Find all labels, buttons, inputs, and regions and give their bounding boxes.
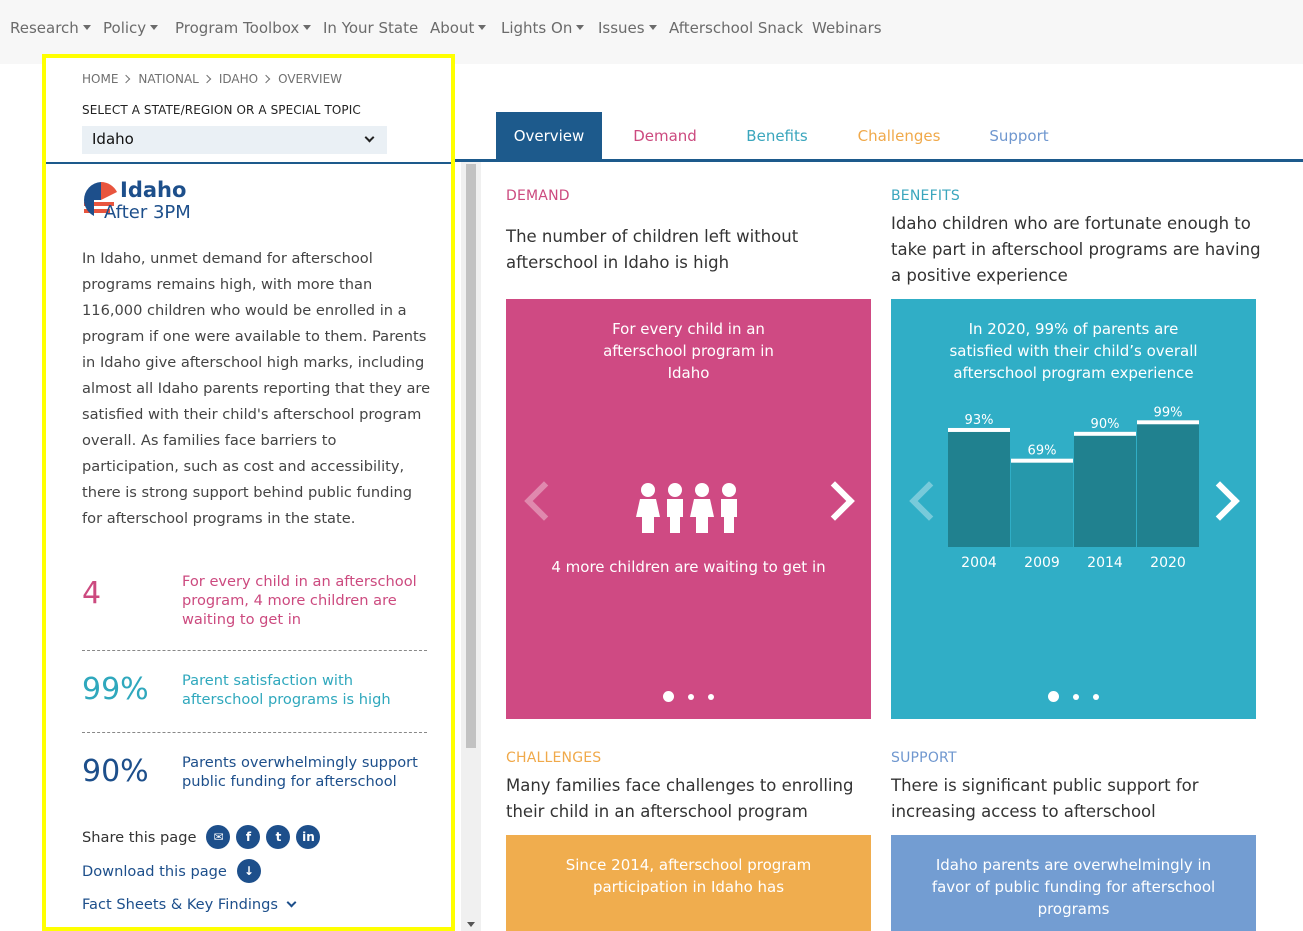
bar-2004 [948, 428, 1010, 547]
demand-card-caption: For every child in an afterschool program in Idaho [603, 320, 774, 382]
stat-description: Parents overwhelmingly support public funding for afterschool [182, 754, 418, 790]
challenges-card-caption: Since 2014, afterschool program participation in Idaho has [565, 856, 812, 896]
sidebar-divider [46, 162, 451, 164]
stat-description: Parent satisfaction with afterschool programs is high [182, 672, 391, 708]
chevron-right-icon [122, 75, 130, 83]
state-select-label: SELECT A STATE/REGION OR A SPECIAL TOPIC [82, 103, 361, 117]
benefits-title: Idaho children who are fortunate enough to take part in afterschool programs are having a positive experience [891, 214, 1261, 285]
carousel-dot[interactable] [1093, 694, 1099, 700]
nav-item-program-toolbox[interactable]: Program Toolbox [175, 19, 311, 37]
tabs-underline [455, 159, 1303, 162]
chevron-right-icon [262, 75, 270, 83]
child-icon [690, 483, 714, 533]
caret-down-icon [576, 25, 584, 30]
tab-challenges[interactable]: Challenges [857, 127, 941, 145]
carousel-dot[interactable] [688, 694, 694, 700]
challenges-heading: CHALLENGES [506, 750, 602, 766]
child-icon [636, 483, 660, 533]
breadcrumb-idaho[interactable]: IDAHO [218, 72, 259, 86]
child-icon [721, 483, 737, 533]
breadcrumb-national[interactable]: NATIONAL [138, 72, 199, 86]
stat-satisfaction [82, 669, 427, 717]
stat-divider [82, 650, 427, 651]
bar-value-label: 99% [1153, 405, 1183, 421]
nav-item-afterschool-snack[interactable]: Afterschool Snack [669, 19, 804, 37]
carousel-dots [891, 686, 1256, 705]
children-icons [634, 481, 744, 533]
x-tick-label: 2004 [961, 555, 997, 571]
nav-item-policy[interactable]: Policy [103, 19, 158, 37]
tab-demand[interactable]: Demand [633, 127, 697, 145]
facebook-icon[interactable]: f [236, 825, 260, 849]
carousel-next-arrow-icon[interactable] [815, 481, 855, 521]
twitter-icon[interactable]: t [266, 825, 290, 849]
chevron-down-icon [287, 898, 297, 908]
satisfaction-bar-chart [941, 404, 1211, 574]
x-tick-label: 2009 [1024, 555, 1060, 571]
tab-overview[interactable]: Overview [496, 112, 602, 160]
demand-heading: DEMAND [506, 188, 570, 204]
bar-value-label: 69% [1027, 443, 1057, 459]
challenges-title: Many families face challenges to enrolling their child in an afterschool program [506, 776, 854, 821]
benefits-card [891, 299, 1256, 719]
sidebar-scrollbar[interactable] [461, 160, 481, 931]
nav-item-about[interactable]: About [430, 19, 486, 37]
breadcrumb-overview: OVERVIEW [278, 72, 343, 86]
stat-value: 4 [82, 576, 102, 611]
breadcrumb-home[interactable]: HOME [82, 72, 119, 86]
demand-card-subcaption: 4 more children are waiting to get in [551, 558, 826, 576]
bar-value-label: 93% [964, 412, 994, 428]
download-page-link[interactable]: Download this page ↓ [82, 859, 261, 883]
share-row [82, 822, 320, 852]
caret-down-icon [478, 25, 486, 30]
tab-support[interactable]: Support [989, 127, 1049, 145]
caret-down-icon [303, 25, 311, 30]
carousel-dot[interactable] [708, 694, 714, 700]
bar-top-line [948, 428, 1010, 432]
challenges-card [506, 835, 871, 931]
caret-down-icon [150, 25, 158, 30]
nav-item-issues[interactable]: Issues [598, 19, 657, 37]
stat-divider [82, 732, 427, 733]
support-heading: SUPPORT [891, 750, 957, 766]
bar-top-line [1074, 432, 1136, 436]
breadcrumb [82, 72, 342, 86]
x-tick-label: 2014 [1087, 555, 1123, 571]
download-icon: ↓ [237, 859, 261, 883]
state-select-value: Idaho [92, 130, 134, 148]
support-card-caption: Idaho parents are overwhelmingly in favor of public funding for afterschool programs [931, 856, 1216, 918]
idaho-after-3pm-logo: Idaho After 3PM [82, 180, 212, 226]
stat-value: 99% [82, 672, 149, 707]
linkedin-icon[interactable]: in [296, 825, 320, 849]
bar-2014 [1074, 432, 1136, 547]
share-label: Share this page [82, 828, 197, 846]
benefits-card-caption: In 2020, 99% of parents are satisfied with their child’s overall afterschool program experience [949, 320, 1198, 382]
scroll-down-arrow-icon[interactable] [467, 922, 475, 927]
tab-benefits[interactable]: Benefits [746, 127, 808, 145]
nav-item-in-your-state[interactable]: In Your State [323, 19, 419, 37]
nav-item-research[interactable]: Research [10, 19, 91, 37]
bar-2009 [1011, 459, 1073, 547]
state-intro-text: In Idaho, unmet demand for afterschool programs remains high, with more than 116,000 children who would be enrolled in a program if one were available to them. Parents in Idaho give afterschool high marks, including almost all Idaho parents reporting that they are satisfied with their child's afterschool program overall. As families face barriers to participation, such as cost and accessibility, there is strong support behind public funding for afterschool programs in the state. [82, 250, 431, 527]
carousel-prev-arrow-icon[interactable] [524, 481, 564, 521]
state-select[interactable] [82, 126, 387, 154]
state-sidebar [42, 54, 455, 931]
benefits-heading: BENEFITS [891, 188, 960, 204]
bar-value-label: 90% [1090, 416, 1120, 432]
stat-description: For every child in an afterschool program, 4 more children are waiting to get in [182, 573, 417, 628]
bar-2020 [1137, 420, 1199, 547]
support-card [891, 835, 1256, 931]
nav-item-lights-on[interactable]: Lights On [501, 19, 584, 37]
demand-title: The number of children left without afterschool in Idaho is high [506, 227, 799, 272]
caret-down-icon [649, 25, 657, 30]
email-icon[interactable]: ✉ [206, 825, 230, 849]
carousel-dots [506, 686, 871, 705]
carousel-dot[interactable] [1048, 691, 1059, 702]
scrollbar-thumb[interactable] [466, 164, 476, 748]
x-tick-label: 2020 [1150, 555, 1186, 571]
support-title: There is significant public support for increasing access to afterschool [891, 776, 1199, 821]
bar-top-line [1011, 459, 1073, 463]
demand-card [506, 299, 871, 719]
bar-top-line [1137, 420, 1199, 424]
nav-item-webinars[interactable]: Webinars [812, 19, 882, 37]
stat-demand [82, 570, 427, 640]
carousel-dot[interactable] [663, 691, 674, 702]
fact-sheets-toggle[interactable]: Fact Sheets & Key Findings [82, 896, 295, 913]
child-icon [667, 483, 683, 533]
carousel-dot[interactable] [1073, 694, 1079, 700]
caret-down-icon [83, 25, 91, 30]
stat-funding-support [82, 751, 427, 799]
stat-value: 90% [82, 754, 149, 789]
chevron-right-icon [203, 75, 211, 83]
chevron-down-icon [365, 133, 375, 143]
